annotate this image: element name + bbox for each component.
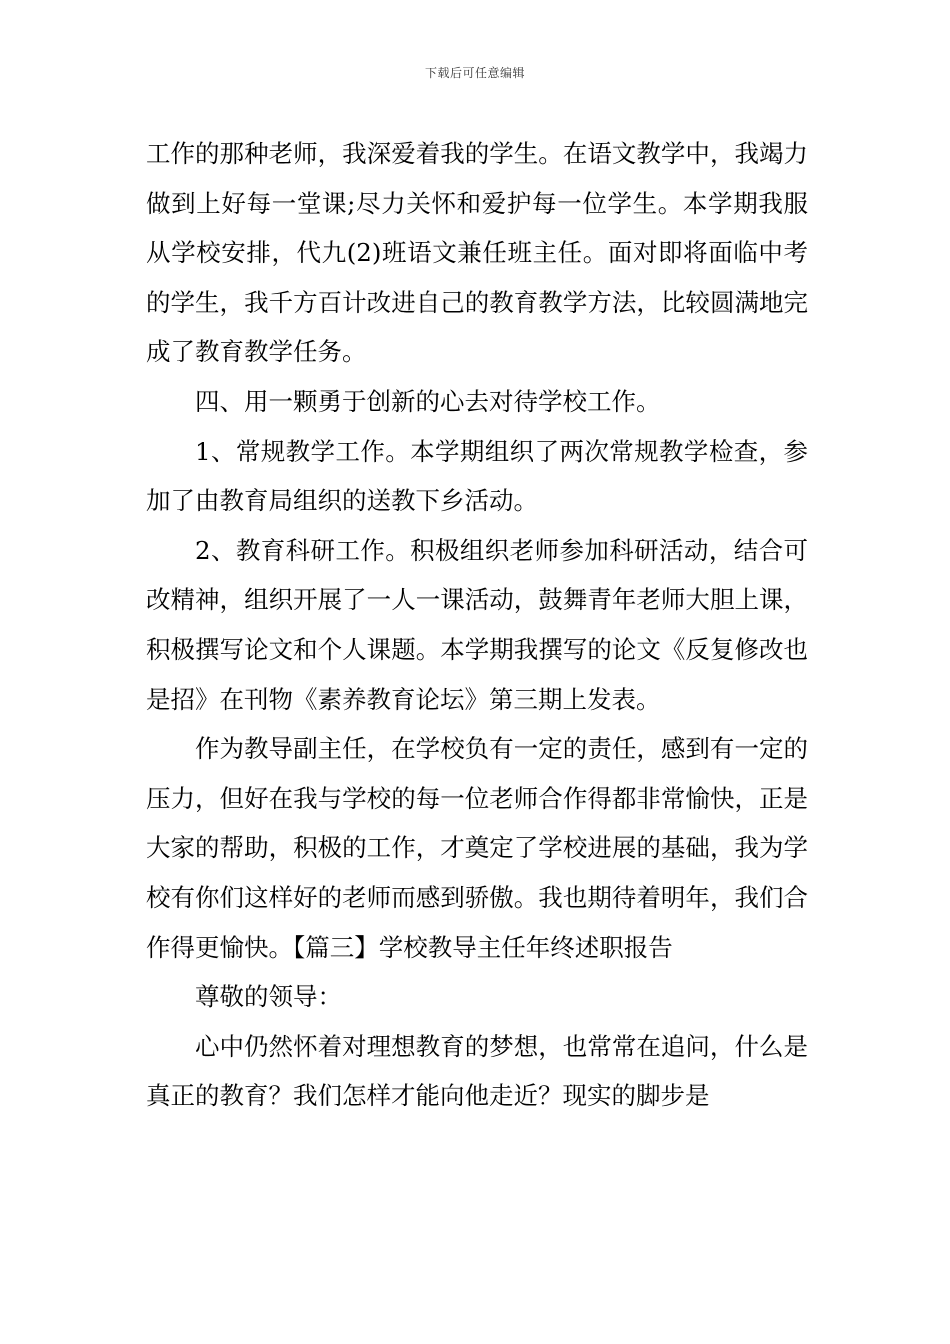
paragraph-research-work: 2、教育科研工作。积极组织老师参加科研活动，结合可改精神，组织开展了一人一课活动，鼓舞青年老师大胆上课，积极撰写论文和个人课题。本学期我撰写的论文《反复修改也是招》在刊物《素养教育论坛》第三期上发表。 [146, 535, 808, 714]
page-header-note: 下载后可任意编辑 [424, 66, 525, 80]
paragraph-continuation: 工作的那种老师，我深爱着我的学生。在语文教学中，我竭力做到上好每一堂课;尽力关怀和爱护每一位学生。本学期我服从学校安排，代九(2)班语文兼任班主任。面对即将面临中考的学生，我千方百计改进自己的教育教学方法，比较圆满地完成了教育教学任务。 [146, 139, 808, 367]
paragraph-routine-teaching: 1、常规教学工作。本学期组织了两次常规教学检查，参加了由教育局组织的送教下乡活动。 [146, 436, 808, 516]
paragraph-opening: 心中仍然怀着对理想教育的梦想，也常常在追问，什么是真正的教育？我们怎样才能向他走近？现实的脚步是 [146, 1031, 808, 1111]
paragraph-salutation: 尊敬的领导： [195, 982, 342, 1012]
paragraph-conclusion: 作为教导副主任，在学校负有一定的责任，感到有一定的压力，但好在我与学校的每一位老师合作得都非常愉快，正是大家的帮助，积极的工作，才奠定了学校进展的基础，我为学校有你们这样好的老师而感到骄傲。我也期待着明年，我们合作得更愉快。【篇三】学校教导主任年终述职报告 [146, 734, 808, 962]
paragraph-section-four-heading: 四、用一颗勇于创新的心去对待学校工作。 [195, 386, 661, 416]
document-body [146, 129, 808, 1121]
